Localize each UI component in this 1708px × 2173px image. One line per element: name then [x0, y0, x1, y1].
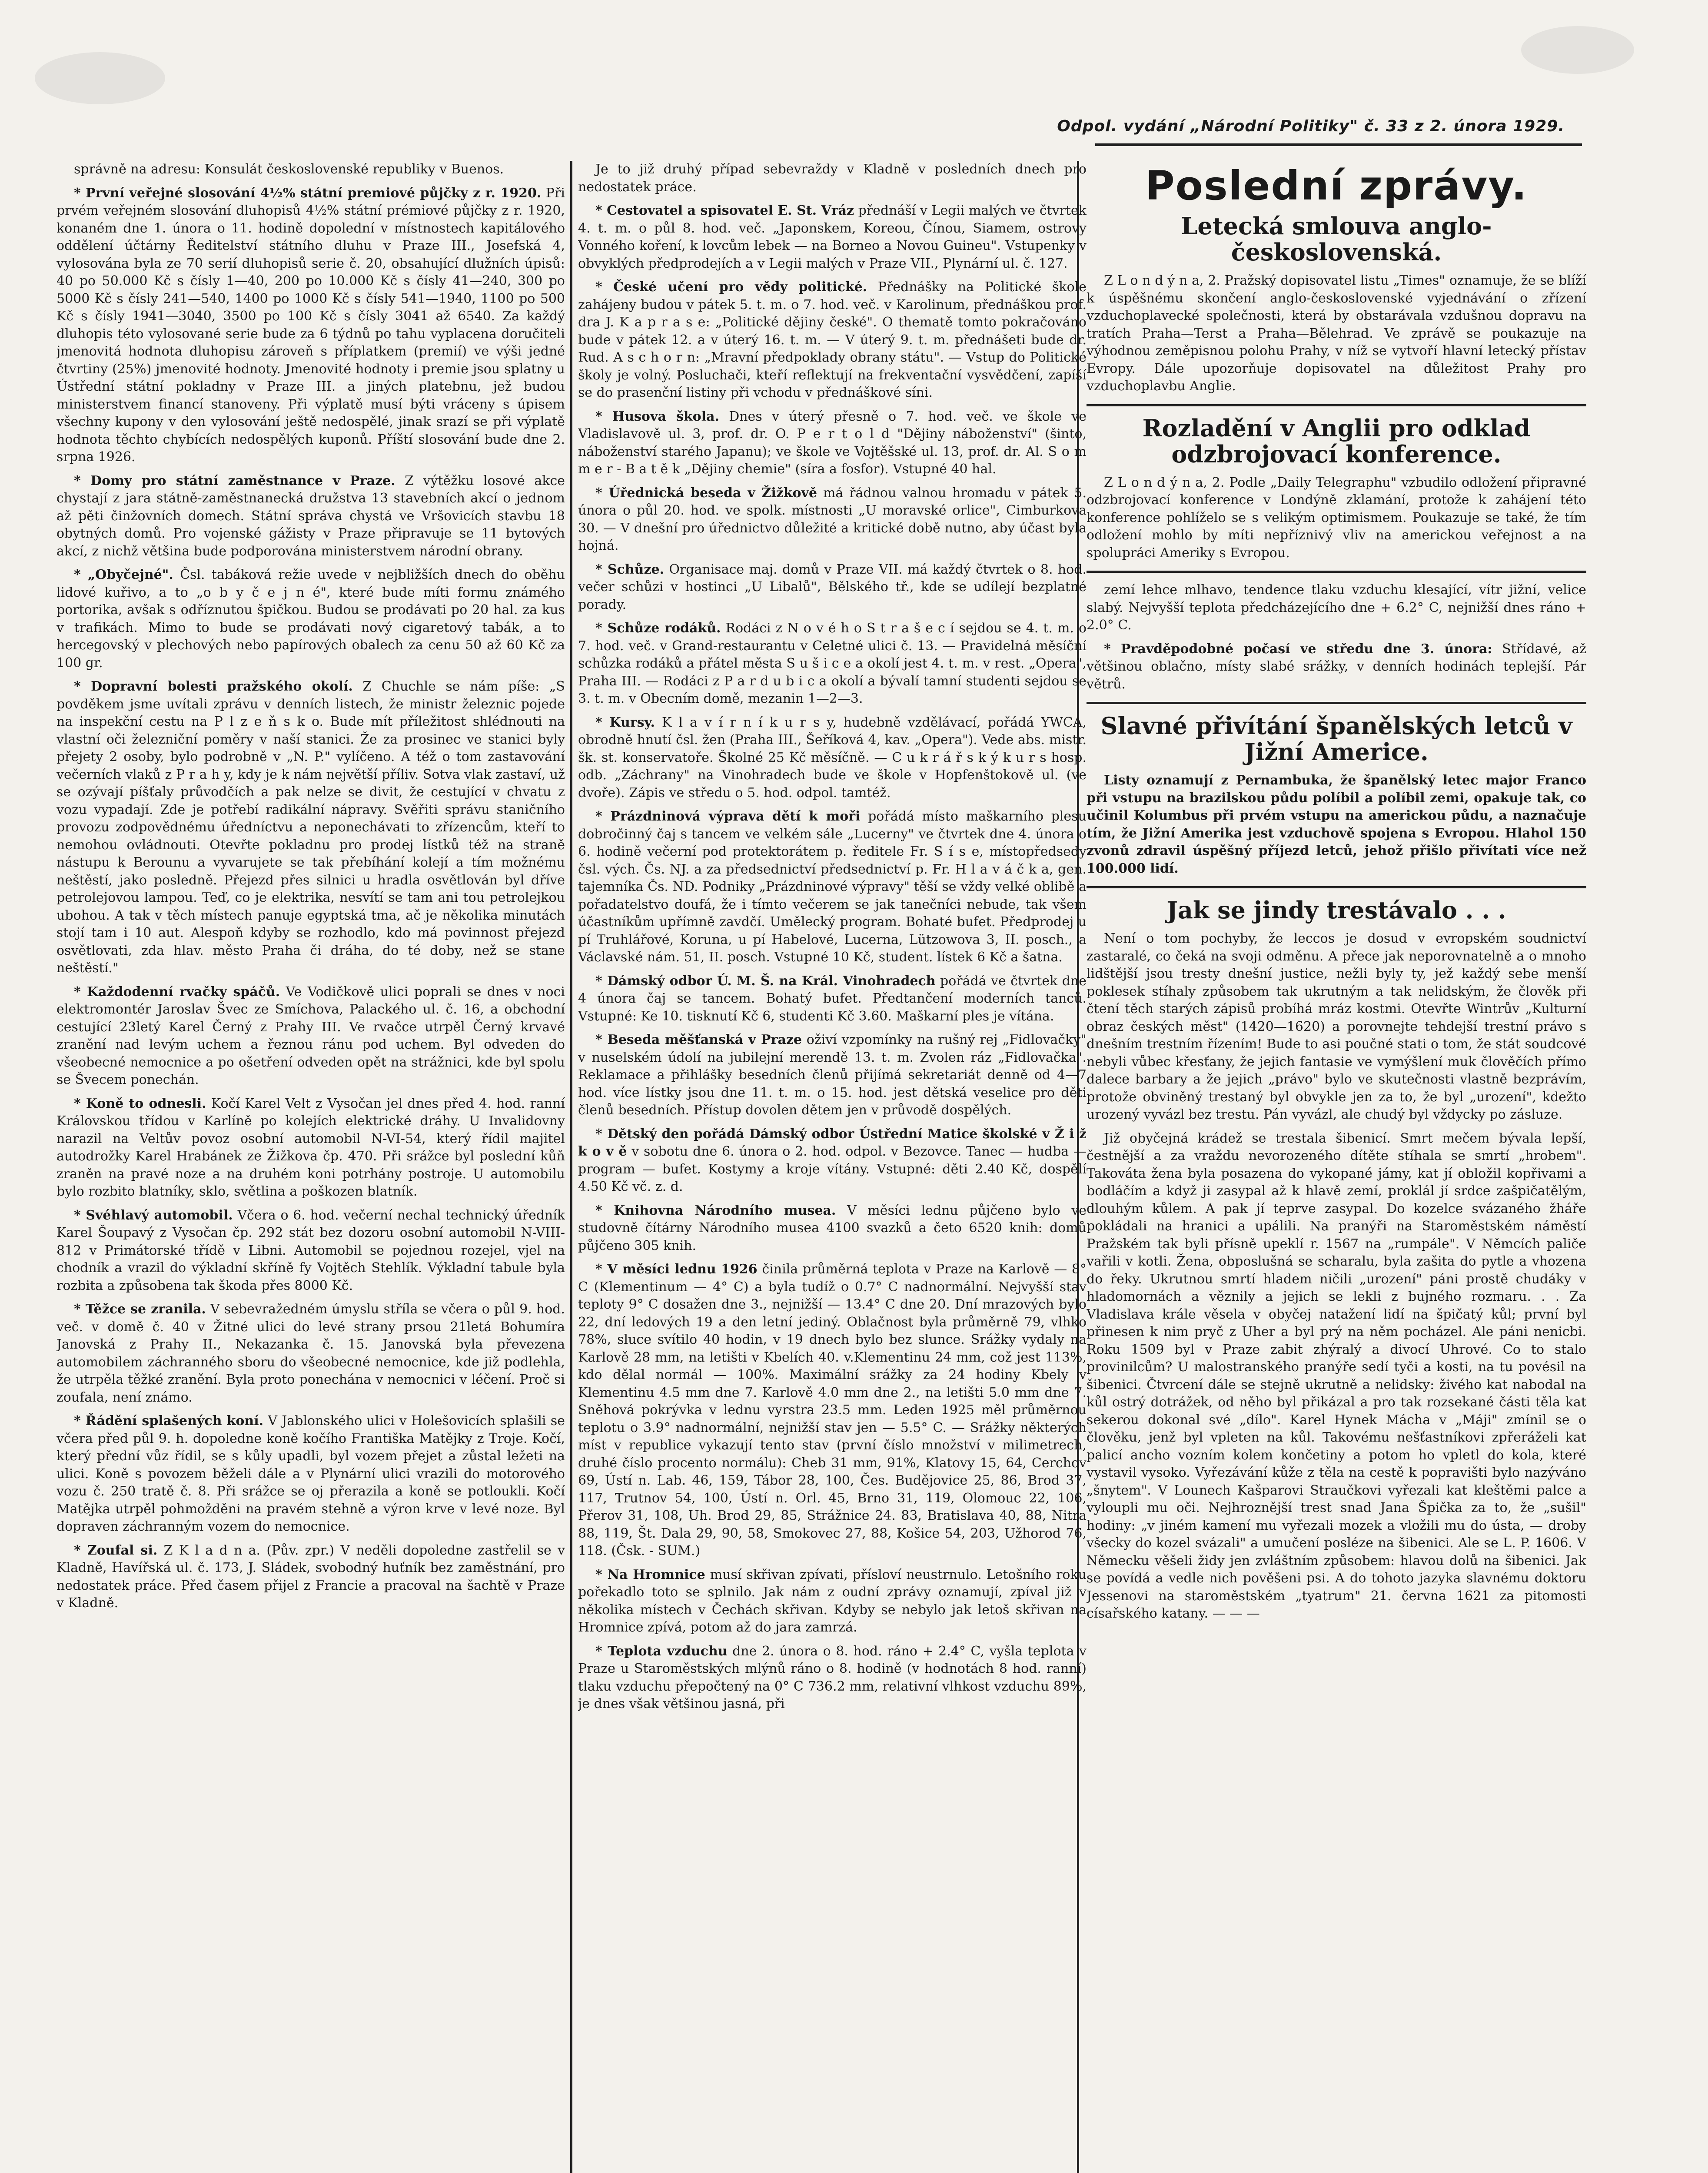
article-paragraph	[56, 1542, 565, 1612]
article-paragraph	[1087, 772, 1586, 877]
paragraph-lead: * Kursy.	[595, 714, 655, 730]
article-paragraph	[1087, 1130, 1586, 1623]
article-paragraph	[56, 1412, 565, 1536]
article-paragraph	[56, 678, 565, 977]
article-paragraph	[578, 973, 1087, 1026]
paragraph-text: Přednášky na Politické škole zahájeny budou v pátek 5. t. m. o 7. hod. več. v Karolinum, přednáškou prof. dra J. K a p r a s e: „Politické dějiny české". O thematě tomto pokračováno bude v pátek 12. a v úterý 16. t. m. — V úterý 9. t. m. přednášeti bude dr. Rud. A s c h o r n: „Mravní předpoklady obrany státu". — Vstup do Politické školy je volný. Posluchači, kteří reflektují na frekventační vysvědčení, zapíší se do prasenční listiny při vchodu v přednáškové síni.	[578, 279, 1087, 400]
paragraph-lead: * Beseda měšťanská v Praze	[595, 1032, 802, 1047]
article-paragraph	[578, 1261, 1087, 1560]
paragraph-lead: Listy oznamují z Pernambuka, že španělský letec major Franco při vstupu na brazilskou půdu políbil a políbil zemi, opakuje tak, co učinil Kolumbus při prvém vstupu na americkou půdu, a naznačuje tím, že Jižní Amerika jest vzduchově spojena s Evropou. Hlahol 150 zvonů zdravil úspěšný příjezd letců, jehož přišlo přivítati více než 100.000 lidí.	[1087, 773, 1586, 876]
articles-list	[1087, 213, 1586, 1623]
paragraph-text: Rodáci z N o v é h o S t r a š e c í sejdou se 4. t. m. o 7. hod. več. v Grand-restaurantu v Celetné ulici č. 13. — Pravidelná měsíční schůzka rodáků a přátel města S u š i c e a okolí jest 4. t. m. v rest. „Opera", Praha III. — Rodáci z P a r d u b i c a okolí a bývalí tamní studenti sejdou se 3. t. m. v Obecním domě, mezanin 1—2—3.	[578, 621, 1087, 706]
paragraph-text: K l a v í r n í k u r s y, hudebně vzdělávací, pořádá YWCA, obrodně hnutí čsl. žen (Praha III., Šeříková 4, kav. „Opera"). Vede abs. mistr. šk. st. konservatoře. Školné 25 Kč měsíčně. — C u k r á ř s k ý k u r s hosp. odb. „Záchrany" na Vinohradech bude ve škole v Hopfenštokově ul. (ve dvoře). Zápis ve středu o 5. hod. odpol. tamtéž.	[578, 714, 1087, 801]
paragraph-text: V sebevražedném úmyslu stříla se včera o půl 9. hod. več. v domě č. 40 v Žitné ulici do levé strany prsou 21letá Bohumíra Janovská z Prahy II., Nekazanka č. 15. Janovská byla převezena automobilem záchranného sboru do všeobecné nemocnice, kde již podlehla, že utrpěla těžké zranění. Byla proto ponechána v nemocnici v léčení. Proč si zoufala, není známo.	[56, 1302, 565, 1405]
paragraph-lead: * Dámský odbor Ú. M. Š. na Král. Vinohradech	[595, 973, 936, 989]
paragraph-lead: * Cestovatel a spisovatel E. St. Vráz	[595, 203, 854, 218]
paragraph-lead: * V měsíci lednu 1926	[595, 1262, 758, 1277]
article-paragraph	[1087, 930, 1586, 1124]
masthead-line: Odpol. vydání „Národní Politiky" č. 33 z 2. února 1929.	[1057, 117, 1565, 135]
article-paragraph	[578, 279, 1087, 402]
paragraph-text: zemí lehce mlhavo, tendence tlaku vzduchu klesající, vítr jižní, velice slabý. Nejvyšší teplota předcházejícího dne + 6.2° C, nejnižší dnes ráno + 2.0° C.	[1087, 582, 1586, 633]
paragraph-lead: * České učení pro vědy politické.	[595, 279, 867, 295]
article-divider	[1087, 886, 1586, 888]
paragraph-lead: * Schůze rodáků.	[595, 621, 721, 636]
paragraph-lead: * Domy pro státní zaměstnance v Praze.	[74, 473, 395, 488]
article-paragraph	[578, 408, 1087, 478]
paragraph-text: Z výtěžku losové akce chystají z jara státně-zaměstnanecká družstva 13 stavebních akcí o jednom až pěti činžovních domech. Státní správa chystá ve Vršovicích stavbu 18 obytných domů. Pro vojenské gážisty v Praze připravuje se 11 bytových akcí, z nichž většina bude podporována ministerstvem národní obrany.	[56, 473, 565, 559]
column-right	[1087, 161, 1586, 2173]
article-divider	[1087, 702, 1586, 704]
article-body	[1087, 272, 1586, 395]
paragraph-text: Včera o 6. hod. večerní nechal technický úředník Karel Šoupavý z Vysočan čp. 292 stát bez dozoru osobní automobil N-VIII-812 v Primátorské třídě v Libni. Automobil se pojednou rozejel, vjel na chodník a vrazil do výkladní skříně fy Vojtěch Stehlík. Výkladní tabule byla rozbita a způsobena tak škoda přes 8000 Kč.	[56, 1207, 565, 1293]
column-middle	[578, 161, 1087, 2173]
top-rule	[1095, 143, 1582, 146]
article-paragraph	[56, 161, 565, 179]
paragraph-text: Čsl. tabáková režie uvede v nejbližších dnech do oběhu lidové kuřivo, a to „o b y č e j n é", které bude míti formu známého portorika, avšak s odříznutou špičkou. Budou se prodávati po 20 hal. za kus v trafikách. Mimo to bude se prodávati nový cigaretový tabák, a to hercegovský v plechových nebo papírových obalech za cenu 50 až 60 Kč za 100 gr.	[56, 567, 565, 671]
article-paragraph	[56, 1095, 565, 1201]
paragraph-text: Dnes v úterý přesně o 7. hod. več. ve škole ve Vladislavově ul. 3, prof. dr. O. P e r t o l d "Dějiny náboženství" (šinto, náboženství starého Japanu); ve škole ve Vojtěšské ul. 13, prof. dr. Al. S o m m e r - B a t ě k „Dějiny chemie" (síra a fosfor). Vstupné 40 hal.	[578, 409, 1087, 477]
article-body	[1087, 930, 1586, 1623]
paragraph-text: přednáší v Legii malých ve čtvrtek 4. t. m. o půl 8. hod. več. „Japonskem, Koreou, Čínou, Siamem, ostrovy Vonného koření, k lovcům lebek — na Borneo a Novou Guineu". Vstupenky v obvyklých předprodejích a v Legii malých v Praze VII., Plynární ul. č. 127.	[578, 203, 1087, 271]
article-divider	[1087, 404, 1586, 406]
article-paragraph	[578, 1126, 1087, 1196]
paragraph-lead: * Každodenní rvačky spáčů.	[74, 984, 280, 1000]
article-paragraph	[1087, 272, 1586, 395]
article-paragraph	[578, 1031, 1087, 1120]
article-paragraph	[56, 185, 565, 466]
paragraph-text: Není o tom pochyby, že leccos je dosud v evropském soudnictví zastaralé, co čeká na svoji odměnu. A přece jak neporovnatelně a o mnoho lidštější jsou tresty dnešní justice, nežli byly ty, jež každý sebe menší poklesek stíhaly způsobem tak ukrutným a tak nelidským, že člověk při čtení těch starých zápisů probíhá mráz kostmi. Otevřte Wintrův „Kulturní obraz českých měst" (1420—1620) a porovnejte tehdejší trestní právo s dnešním trestním řízením! Bude to asi poučné stati o tom, že stát soudcové nebyli vůbec křesťany, že jejich fantasie ve vymýšlení muk člověčích přímo dalece barbary a že jejich „právo" bylo ve skutečnosti vlastně bezprávím, protože obviněný trestaný byl obvykle jen za to, že byl „urození", kdežto urozený vyvázl bez trestu. Pán vyvázl, ale chudý byl vždycky po zásluze.	[1087, 931, 1586, 1122]
paragraph-text: dne 2. února o 8. hod. ráno + 2.4° C, vyšla teplota v Praze u Staroměstských mlýnů ráno o 8. hodině (v hodnotách 8 hod. ranní) tlaku vzduchu přepočtený na 0° C 736.2 mm, relativní vlhkost vzduchu 89%, je dnes však většinou jasná, při	[578, 1643, 1087, 1711]
article-divider	[1087, 571, 1586, 573]
article-paragraph	[56, 983, 565, 1089]
paragraph-text: v sobotu dne 6. února o 2. hod. odpol. v Bezovce. Tanec — hudba — program — bufet. Kostymy a kroje vítány. Vstupné: děti 2.40 Kč, dospělí 4.50 Kč vč. z. d.	[578, 1144, 1087, 1194]
article-paragraph	[56, 1207, 565, 1295]
paragraph-text: má řádnou valnou hromadu v pátek 5. února o půl 20. hod. ve spolk. místnosti „U moravské orlice", Cimburkova 30. — V dnešní pro úřednictvo důležité a kritické době nutno, aby účast byla hojná.	[578, 485, 1087, 553]
paper-stain	[1521, 26, 1634, 74]
paragraph-text: Při prvém veřejném slosování dluhopisů 4½% státní prémiové půjčky z r. 1920, konaném dne 1. února o 11. hodině dopolední v místnostech kapitálového oddělení účtárny Ředitelství státního dluhu v Praze III., Josefská 4, vylosována byla ze 70 serií dluhopisů serie č. 20, obsahující dlužních úpisů: 40 po 50.000 Kč s čísly 1—40, 200 po 10.000 Kč s čísly 41—240, 300 po 5000 Kč s čísly 241—540, 1400 po 1000 Kč s čísly 541—1940, 1100 po 500 Kč s čísly 1941—3040, 3500 po 100 Kč s čísly 3041 až 6540. Za každý dluhopis této vylosované serie bude za 6 týdnů po tahu vyplacena doručiteli jmenovitá hodnota dluhopisu zároveň s příplatkem (premií) ve výši jedné čtvrtiny (25%) jmenovité hodnoty. Jmenovité hodnoty i premie jsou splatny u Ústřední státní pokladny v Praze III. a jiných platebnu, jež budou ministerstvem financí stanoveny. Při výplatě musí býti vráceny s úpisem všechny kupony v den vylosování ještě nedospělé, jinak srazí se při výplatě hodnota těchto chybících nedospělých kuponů. Příští slosování bude dne 2. srpna 1926.	[56, 185, 565, 465]
paragraph-text: V Jablonského ulici v Holešovicích splašili se včera před půl 9. h. dopoledne koně kočího Františka Matějky z Troje. Kočí, který přední vůz řídil, se s kůly upadli, byl vozem přejet a zůstal ležeti na ulici. Koně s povozem běželi dále a v Plynární ulici vrazili do motorového vozu č. 250 tratě č. 8. Při srážce se oj přerazila a koně se potloukli. Kočí Matějka utrpěl pohmožděni na pravém stehně a výron krve v levé noze. Byl dopraven záchranným vozem do nemocnice.	[56, 1413, 565, 1534]
article-paragraph	[578, 561, 1087, 614]
article-paragraph	[578, 1202, 1087, 1255]
article-paragraph	[578, 714, 1087, 802]
paragraph-text: Je to již druhý případ sebevraždy v Kladně v posledních dnech pro nedostatek práce.	[578, 162, 1087, 195]
paragraph-lead: * Zoufal si.	[74, 1542, 158, 1558]
article-paragraph	[578, 161, 1087, 196]
article-body	[1087, 581, 1586, 693]
paragraph-lead: * Dopravní bolesti pražského okolí.	[74, 679, 353, 694]
article-paragraph	[1087, 641, 1586, 694]
paragraph-text: V měsíci lednu půjčeno bylo ve studovně čítárny Národního musea 4100 svazků a četo 6520 knih: domů půjčeno 305 knih.	[578, 1203, 1087, 1253]
column-left	[56, 161, 565, 2173]
article-headline: Rozladění v Anglii pro odklad odzbrojovací konference.	[1142, 414, 1531, 468]
article-paragraph	[1087, 581, 1586, 635]
paragraph-lead: * Svéhlavý automobil.	[74, 1207, 233, 1223]
paper-stain	[35, 52, 165, 104]
paragraph-text: oživí vzpomínky na rušný rej „Fidlovačky" v nuselském údolí na jubilejní merendě 13. t. m. Zvolen ráz „Fidlovačka". Reklamace a přihlášky besedních členů přijímá sekretariát denně od 4—7 hod. více lístky jsou dne 11. t. m. o 15. hod. jest dětská veselice pro děti členů besedních. Přístup dovolen dětem jen v průvodě dospělých.	[578, 1032, 1087, 1118]
paragraph-text: Ve Vodičkově ulici poprali se dnes v noci elektromontér Jaroslav Švec ze Smíchova, Palackého ul. č. 16, a obchodní cestující 23letý Karel Černý z Prahy III. Ve rvačce utrpěl Černý krvavé zranění nad levým uchem a řeznou ránu pod uchem. Byl odveden do všeobecné nemocnice a po ošetření odveden opět na strážnici, kde byl spolu se Švecem ponechán.	[56, 984, 565, 1087]
paragraph-lead: * Koně to odnesli.	[74, 1096, 206, 1111]
paragraph-lead: * Úřednická beseda v Žižkově	[595, 485, 817, 501]
column-rule	[570, 161, 572, 2173]
paragraph-lead: * Schůze.	[595, 562, 665, 577]
paragraph-text: Z Chuchle se nám píše: „S povděkem jsme uvítali zprávu v denních listech, že ministr železnic pojede na inspekční cestu na P l z e ň s k o. Bude mít příležitost shlédnouti na vlastní oči železniční poměry v naší stanici. Že za prosinec ve stanici byly přejety 2 osoby, bylo podrobně v „N. P." vylíčeno. A též o tom zastavování večerních vlaků z P r a h y, kdy je k nám největší příliv. Sotva vlak zastaví, už se ozývají píšťaly průvodčích a pak nelze se divit, že cestující v chvatu z vozu vypadají. Zde je potřebí radikální nápravy. Svěřiti správu staničního provozu zodpovědnému úředníctvu a neponechávati to zřízencům, kteří to nemohou ovládnouti. Otevřte pokladnu pro prodej lístků též na straně nástupu k Berounu a vyvarujete se tak přebíhání kolejí a tím možnému neštěstí, jako posledně. Přejezd přes silnici u hradla osvětlován byl dříve petrolejovou lampou. Teď, co je elektrika, nesvítí se tam ani tou petrolejkou ubohou. A tak v těch místech panuje egyptská tma, ač je několika minutách stojí tam i 10 aut. Alespoň kdyby se rozhodlo, kdo má povinnost přejezd osvětlovati, zda hlav. město Praha či dráha, do té doby, než se stane neštěstí."	[56, 679, 565, 976]
paragraph-text: musí skřivan zpívati, přísloví neustrnulo. Letošního roku pořekadlo toto se splnilo. Jak nám z oudní zprávy oznamují, zpíval již v několika místech v Čechách skřivan. Kdyby se nebylo jak letoš skřivan na Hromnice zpívá, potom až do jara zamrzá.	[578, 1567, 1087, 1635]
article-headline: Jak se jindy trestávalo . . .	[1166, 896, 1506, 924]
paragraph-text: Kočí Karel Velt z Vysočan jel dnes před 4. hod. ranní Královskou třídou v Karlíně po kolejích elektrické dráhy. U Invalidovny narazil na Veltův povoz osobní automobil N-VI-54, který řídil majitel autodrožky Karel Hrabánek ze Žižkova čp. 470. Při srážce byl poslední kůň zraněn na pravé noze a na druhém koni potrhány postroje. U automobilu bylo rozbito blatníky, sklo, světlina a poškozen blatník.	[56, 1096, 565, 1199]
paragraph-lead: * Dětský den pořádá Dámský odbor Ústřední Matice školské v Ž i ž k o v ě	[578, 1126, 1087, 1159]
paragraph-text: Střídavé, až většinou oblačno, místy slabé srážky, v denních hodinách teplejší. Pár větrů.	[1087, 641, 1586, 692]
paragraph-text: Z L o n d ý n a, 2. Pražský dopisovatel listu „Times" oznamuje, že se blíží k úspěšnému skončení anglo-československé vyjednávání o zřízení vzduchoplavecké společnosti, která by obstarávala vzdušnou dopravu na tratích Praha—Terst a Praha—Bělehrad. Ve zprávě se poukazuje na výhodnou zeměpisnou polohu Prahy, v níž se vytvoří hlavní letecký přístav Evropy. Dále upozorňuje dopisovatel na důležitost Prahy pro vzduchoplavbu Anglie.	[1087, 273, 1586, 394]
paragraph-text: pořádá ve čtvrtek dne 4 února čaj se tancem. Bohatý bufet. Předtančení moderních tanců. Vstupné: Ke 10. tisknutí Kč 6, studenti Kč 3.60. Maškarní ples je vítána.	[578, 973, 1087, 1024]
paragraph-lead: * Knihovna Národního musea.	[595, 1203, 836, 1218]
article-paragraph	[56, 1301, 565, 1406]
article-paragraph	[578, 485, 1087, 555]
paragraph-lead: * Pravděpodobné počasí ve středu dne 3. února:	[1104, 641, 1492, 657]
paragraph-text: pořádá místo maškarního plesu dobročinný čaj s tancem ve velkém sále „Lucerny" ve čtvrtek dne 4. února o 6. hodině večerní pod protektorátem p. ředitele Fr. S í s e, místopředsedy čsl. vých. Čs. NJ. a za předsednictví předsednictví p. Fr. H l a v á č k a, gen. tajemníka Čs. ND. Podniky „Prázdninové výpravy" těší se vždy velké oblibě a pořadatelstvo doufá, že i tímto večerem se jak tanečníci nebude, tak všem účastníkům upřímně zavdčí. Umělecký program. Bohaté bufet. Předprodej u pí Truhlářové, Koruna, u pí Habelové, Lucerna, Lützowova 3, II. posch., a Václavské nám. 51, II. posch. Vstupné 10 Kč, student. lístek 6 Kč a šatna.	[578, 809, 1087, 965]
paragraph-text: Z L o n d ý n a, 2. Podle „Daily Telegraphu" vzbudilo odložení připravné odzbrojovací konference v Londýně zklamání, protože k zahájení této konference pohlíželo se s velikým optimismem. Poukazuje se také, že tím odložení mohlo by míti nepříznivý vliv na americkou veřejnost a na spolupráci Ameriky s Evropou.	[1087, 475, 1586, 561]
article-body	[1087, 772, 1586, 877]
paragraph-text: Z K l a d n a. (Pův. zpr.) V neděli dopoledne zastřelil se v Kladně, Havířská ul. č. 173, J. Sládek, svobodný huťník bez zaměstnání, pro nedostatek práce. Před časem přijel z Francie a pracoval na šachtě v Praze v Kladně.	[56, 1542, 565, 1611]
article-paragraph	[578, 620, 1087, 708]
paragraph-lead: * Na Hromnice	[595, 1567, 705, 1582]
article-body	[1087, 474, 1586, 562]
paragraph-lead: * První veřejné slosování 4½% státní premiové půjčky z r. 1920.	[74, 185, 542, 201]
article-paragraph	[578, 1566, 1087, 1637]
paragraph-lead: * Husova škola.	[595, 409, 719, 424]
paragraph-text: činila průměrná teplota v Praze na Karlově — 8° C (Klementinum — 4° C) a byla tudíž o 0.7° C nadnormální. Nejvyšší stav teploty 9° C dosažen dne 3., nejnižší — 13.4° C dne 20. Dní mrazových bylo 22, dní ledových 19 a den letní jediný. Oblačnost byla průměrně 79, vlhko 78%, sluce svítilo 40 hodin, v 19 dnech bylo bez slunce. Srážky vydaly na Karlově 28 mm, na letišti v Kbelích 40. v.Klementinu 24 mm, což jest 113%, kdo dělal normál — 100%. Maximální srážky za 24 hodiny Kbely v Klementinu 4.5 mm dne 7. Karlově 4.0 mm dne 2., na letišti 5.0 mm dne 7. Sněhová pokrývka v lednu vyrstra 23.5 mm. Leden 1925 měl průměrnou teplotu o 3.9° nadnormální, nejnižší stav jen — 5.5° C. — Srážky některých míst v republice vykazují tento stav (první číslo množství v milimetrech, druhé číslo procento normálu): Cheb 31 mm, 91%, Klatovy 15, 64, Cerchov 69, Ústí n. Lab. 46, 159, Tábor 28, 100, Čes. Budějovice 25, 86, Brod 37, 117, Trutnov 54, 100, Ústí n. Orl. 45, Brno 31, 119, Olomouc 22, 106, Přerov 31, 108, Uh. Brod 29, 85, Strážnice 24. 83, Bratislava 40, 88, Nitra 88, 119, Št. Dala 29, 90, 58, Smokovec 27, 88, Košice 54, 203, Užhorod 76, 118. (Čsk. - SUM.)	[578, 1262, 1087, 1558]
article-paragraph	[578, 808, 1087, 967]
section-title: Poslední zprávy.	[1145, 163, 1528, 209]
article-paragraph	[578, 1643, 1087, 1713]
paragraph-lead: * Prázdninová výprava dětí k moři	[595, 809, 861, 824]
paragraph-lead: * Teplota vzduchu	[595, 1643, 728, 1659]
article-headline: Letecká smlouva anglo-československá.	[1181, 212, 1492, 266]
paragraph-text: Již obyčejná krádež se trestala šibenicí. Smrt mečem bývala lepší, čestnější a za vraždu nevorozeného dítěte stíhala se smrtí „hrobem". Takováta žena byla posazena do vykopané jámy, kat jí obložil kopřivami a bodláčím a když ji zasypal až k hlavě zemí, proklál jí srdce zašpičatělým, dlouhým kůlem. A pak jí teprve zasypal. Do kozelce svázaného žháře pokládali na hranici a upálili. Na pranýři na Staroměstském náměstí Pražském tak byli přísně upeklí r. 1567 na „rumpále". V Němcích paliče vařili v kotli. Žena, obposlušná se scharalu, byla zašita do pytle a vhozena do řeky. Ukrutnou smrtí hladem ničili „urození" páni prostě chudáky v hladomornách a věznily a jejich se lekli z bujného rozmaru. . . Za Vladislava krále věsela v obyčej natažení lidí na špičatý kůl; první byl přinesen k nim pryč z Uher a byl prý na něm pocházel. Ale páni nenicbi. Roku 1509 byl v Praze zabit zhýralý a divocí Uhrové. Co to stalo provinilcům? U malostranského pranýře sedí tyči a kosti, na tu povésil na šibenici. Čtvrcení dále se stejně ukrutně a nelidsky: živého kat nabodal na kůl ostrý dotrážek, od něho byl přikázal a pro tak rozsekané části těla kat sekerou dokonal své „dílo". Karel Hynek Mácha v „Máji" zmínil se o člověku, jenž byl vpleten na kůl. Takovému nešťastníkovi zpřeráželi kat palicí ancho vozním kolem končetiny a potom ho vpletl do kola, které vystavil vysoko. Vyřezávání kůže z těla na cestě k popravišti bylo nazýváno „šnytem". V Lounech Kašparovi Straučkovi vyřezali kat kleštěmi palce a vyloupli mu oči. Nejhroznější trest snad Jana Špička za to, že „sušil" hodiny: „v jiném kamení mu vyřezali mozek a vložili mu do ústa, — droby všecky do kozel svázali" a umučení posléze na šibenici. Ale se L. P. 1606. V Německu věšeli židy jen zvláštním způsobem: hlavou dolů na šibenici. Jak se povídá a vedle nich pověšeni psi. A do tohoto jazyka slavnému doktoru Jessenovi na staroměstském „tyatrum" 21. června 1621 za pitomosti císařského katany. — — —	[1087, 1130, 1586, 1621]
paragraph-lead: * Řádění splašených koní.	[74, 1413, 264, 1429]
paragraph-lead: * „Obyčejné".	[74, 567, 173, 582]
article-paragraph	[56, 566, 565, 672]
article-headline: Slavné přivítání španělských letců v Jižní Americe.	[1100, 712, 1572, 766]
article-paragraph	[578, 202, 1087, 272]
paragraph-text: Organisace maj. domů v Praze VII. má každý čtvrtek o 8. hod. večer schůzi v hostinci „U Libalů", Bělského tř., kde se udílejí bezplatné porady.	[578, 562, 1087, 612]
article-paragraph	[1087, 474, 1586, 562]
paragraph-text: správně na adresu: Konsulát československé republiky v Buenos.	[74, 162, 504, 177]
paragraph-lead: * Těžce se zranila.	[74, 1302, 206, 1317]
article-paragraph	[56, 472, 565, 561]
